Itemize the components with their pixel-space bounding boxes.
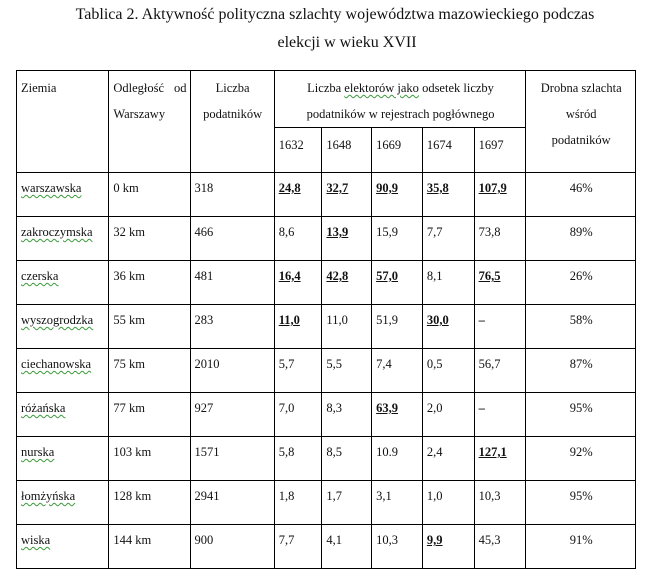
cell-elector-pct: 1,8 — [274, 481, 322, 525]
cell-elector-pct: 16,4 — [274, 261, 322, 305]
table-row — [17, 481, 636, 525]
cell-distance: 144 km — [109, 525, 190, 569]
cell-elector-pct: 1,0 — [422, 481, 474, 525]
cell-elector-pct: 8,3 — [322, 393, 372, 437]
cell-taxpayers: 2010 — [190, 349, 274, 393]
table-title-line-2: elekcji w wieku XVII — [277, 34, 417, 51]
header-row — [17, 71, 636, 128]
table-row — [17, 305, 636, 349]
cell-elector-pct: 35,8 — [422, 173, 474, 217]
cell-elector-pct: 7,0 — [274, 393, 322, 437]
cell-elector-pct: 15,9 — [372, 217, 423, 261]
cell-ziemia: wiska — [17, 525, 109, 569]
cell-elector-pct: 7,7 — [422, 217, 474, 261]
cell-taxpayers: 900 — [190, 525, 274, 569]
cell-distance: 32 km — [109, 217, 190, 261]
header-electors: Liczba elektorów jako odsetek liczby podatników w rejestrach pogłównego — [274, 71, 526, 128]
cell-elector-pct: 51,9 — [372, 305, 423, 349]
cell-ziemia: łomżyńska — [17, 481, 109, 525]
cell-taxpayers: 481 — [190, 261, 274, 305]
cell-petty-pct: 92% — [526, 437, 636, 481]
cell-petty-pct: 91% — [526, 525, 636, 569]
cell-elector-pct: 11,0 — [322, 305, 372, 349]
cell-elector-pct: 10,3 — [372, 525, 423, 569]
cell-elector-pct: 4,1 — [322, 525, 372, 569]
cell-elector-pct: 30,0 — [422, 305, 474, 349]
cell-elector-pct: 3,1 — [372, 481, 423, 525]
cell-elector-pct: 8,1 — [422, 261, 474, 305]
cell-elector-pct: 90,9 — [372, 173, 423, 217]
header-year: 1697 — [474, 128, 526, 173]
header-taxpayers: Liczba podatników — [190, 71, 274, 173]
table-row — [17, 261, 636, 305]
table-title-line-1: Tablica 2. Aktywność polityczna szlachty województwa mazowieckiego podczas — [75, 6, 595, 23]
cell-elector-pct: 76,5 — [474, 261, 526, 305]
header-distance: Odległość od Warszawy — [109, 71, 190, 173]
cell-elector-pct: 9,9 — [422, 525, 474, 569]
header-year: 1648 — [322, 128, 372, 173]
cell-elector-pct: 5,5 — [322, 349, 372, 393]
cell-elector-pct: 8,6 — [274, 217, 322, 261]
cell-petty-pct: 46% — [526, 173, 636, 217]
cell-ziemia: nurska — [17, 437, 109, 481]
cell-taxpayers: 927 — [190, 393, 274, 437]
table-row — [17, 217, 636, 261]
cell-elector-pct: 56,7 — [474, 349, 526, 393]
cell-elector-pct: 57,0 — [372, 261, 423, 305]
cell-distance: 36 km — [109, 261, 190, 305]
cell-elector-pct: 42,8 — [322, 261, 372, 305]
cell-elector-pct: 8,5 — [322, 437, 372, 481]
cell-elector-pct: 127,1 — [474, 437, 526, 481]
cell-ziemia: warszawska — [17, 173, 109, 217]
cell-ziemia: różańska — [17, 393, 109, 437]
cell-taxpayers: 283 — [190, 305, 274, 349]
cell-elector-pct: 5,7 — [274, 349, 322, 393]
cell-distance: 77 km — [109, 393, 190, 437]
cell-elector-pct: – — [474, 393, 526, 437]
cell-elector-pct: 2,4 — [422, 437, 474, 481]
cell-elector-pct: 5,8 — [274, 437, 322, 481]
cell-elector-pct: 10,3 — [474, 481, 526, 525]
cell-elector-pct: 10.9 — [372, 437, 423, 481]
header-petty-nobility: Drobna szlachta wśród podatników — [526, 71, 636, 173]
cell-distance: 103 km — [109, 437, 190, 481]
cell-elector-pct: 1,7 — [322, 481, 372, 525]
cell-taxpayers: 2941 — [190, 481, 274, 525]
cell-petty-pct: 87% — [526, 349, 636, 393]
data-table — [16, 70, 636, 569]
cell-petty-pct: 26% — [526, 261, 636, 305]
table-row — [17, 437, 636, 481]
cell-petty-pct: 95% — [526, 393, 636, 437]
header-year: 1632 — [274, 128, 322, 173]
cell-elector-pct: 107,9 — [474, 173, 526, 217]
cell-elector-pct: 32,7 — [322, 173, 372, 217]
cell-elector-pct: 7,4 — [372, 349, 423, 393]
cell-distance: 75 km — [109, 349, 190, 393]
table-row — [17, 393, 636, 437]
cell-taxpayers: 1571 — [190, 437, 274, 481]
cell-distance: 128 km — [109, 481, 190, 525]
cell-distance: 0 km — [109, 173, 190, 217]
cell-elector-pct: 24,8 — [274, 173, 322, 217]
header-year: 1674 — [422, 128, 474, 173]
cell-ziemia: zakroczymska — [17, 217, 109, 261]
cell-taxpayers: 318 — [190, 173, 274, 217]
cell-elector-pct: 63,9 — [372, 393, 423, 437]
table-row — [17, 173, 636, 217]
cell-elector-pct: – — [474, 305, 526, 349]
header-year: 1669 — [372, 128, 423, 173]
header-ziemia: Ziemia — [17, 71, 109, 173]
table-row — [17, 349, 636, 393]
cell-elector-pct: 45,3 — [474, 525, 526, 569]
cell-petty-pct: 89% — [526, 217, 636, 261]
cell-elector-pct: 0,5 — [422, 349, 474, 393]
cell-ziemia: wyszogrodzka — [17, 305, 109, 349]
cell-petty-pct: 95% — [526, 481, 636, 525]
cell-elector-pct: 13,9 — [322, 217, 372, 261]
cell-ziemia: ciechanowska — [17, 349, 109, 393]
cell-petty-pct: 58% — [526, 305, 636, 349]
cell-elector-pct: 7,7 — [274, 525, 322, 569]
cell-elector-pct: 11,0 — [274, 305, 322, 349]
cell-elector-pct: 2,0 — [422, 393, 474, 437]
table-row — [17, 525, 636, 569]
cell-distance: 55 km — [109, 305, 190, 349]
cell-taxpayers: 466 — [190, 217, 274, 261]
cell-ziemia: czerska — [17, 261, 109, 305]
cell-elector-pct: 73,8 — [474, 217, 526, 261]
